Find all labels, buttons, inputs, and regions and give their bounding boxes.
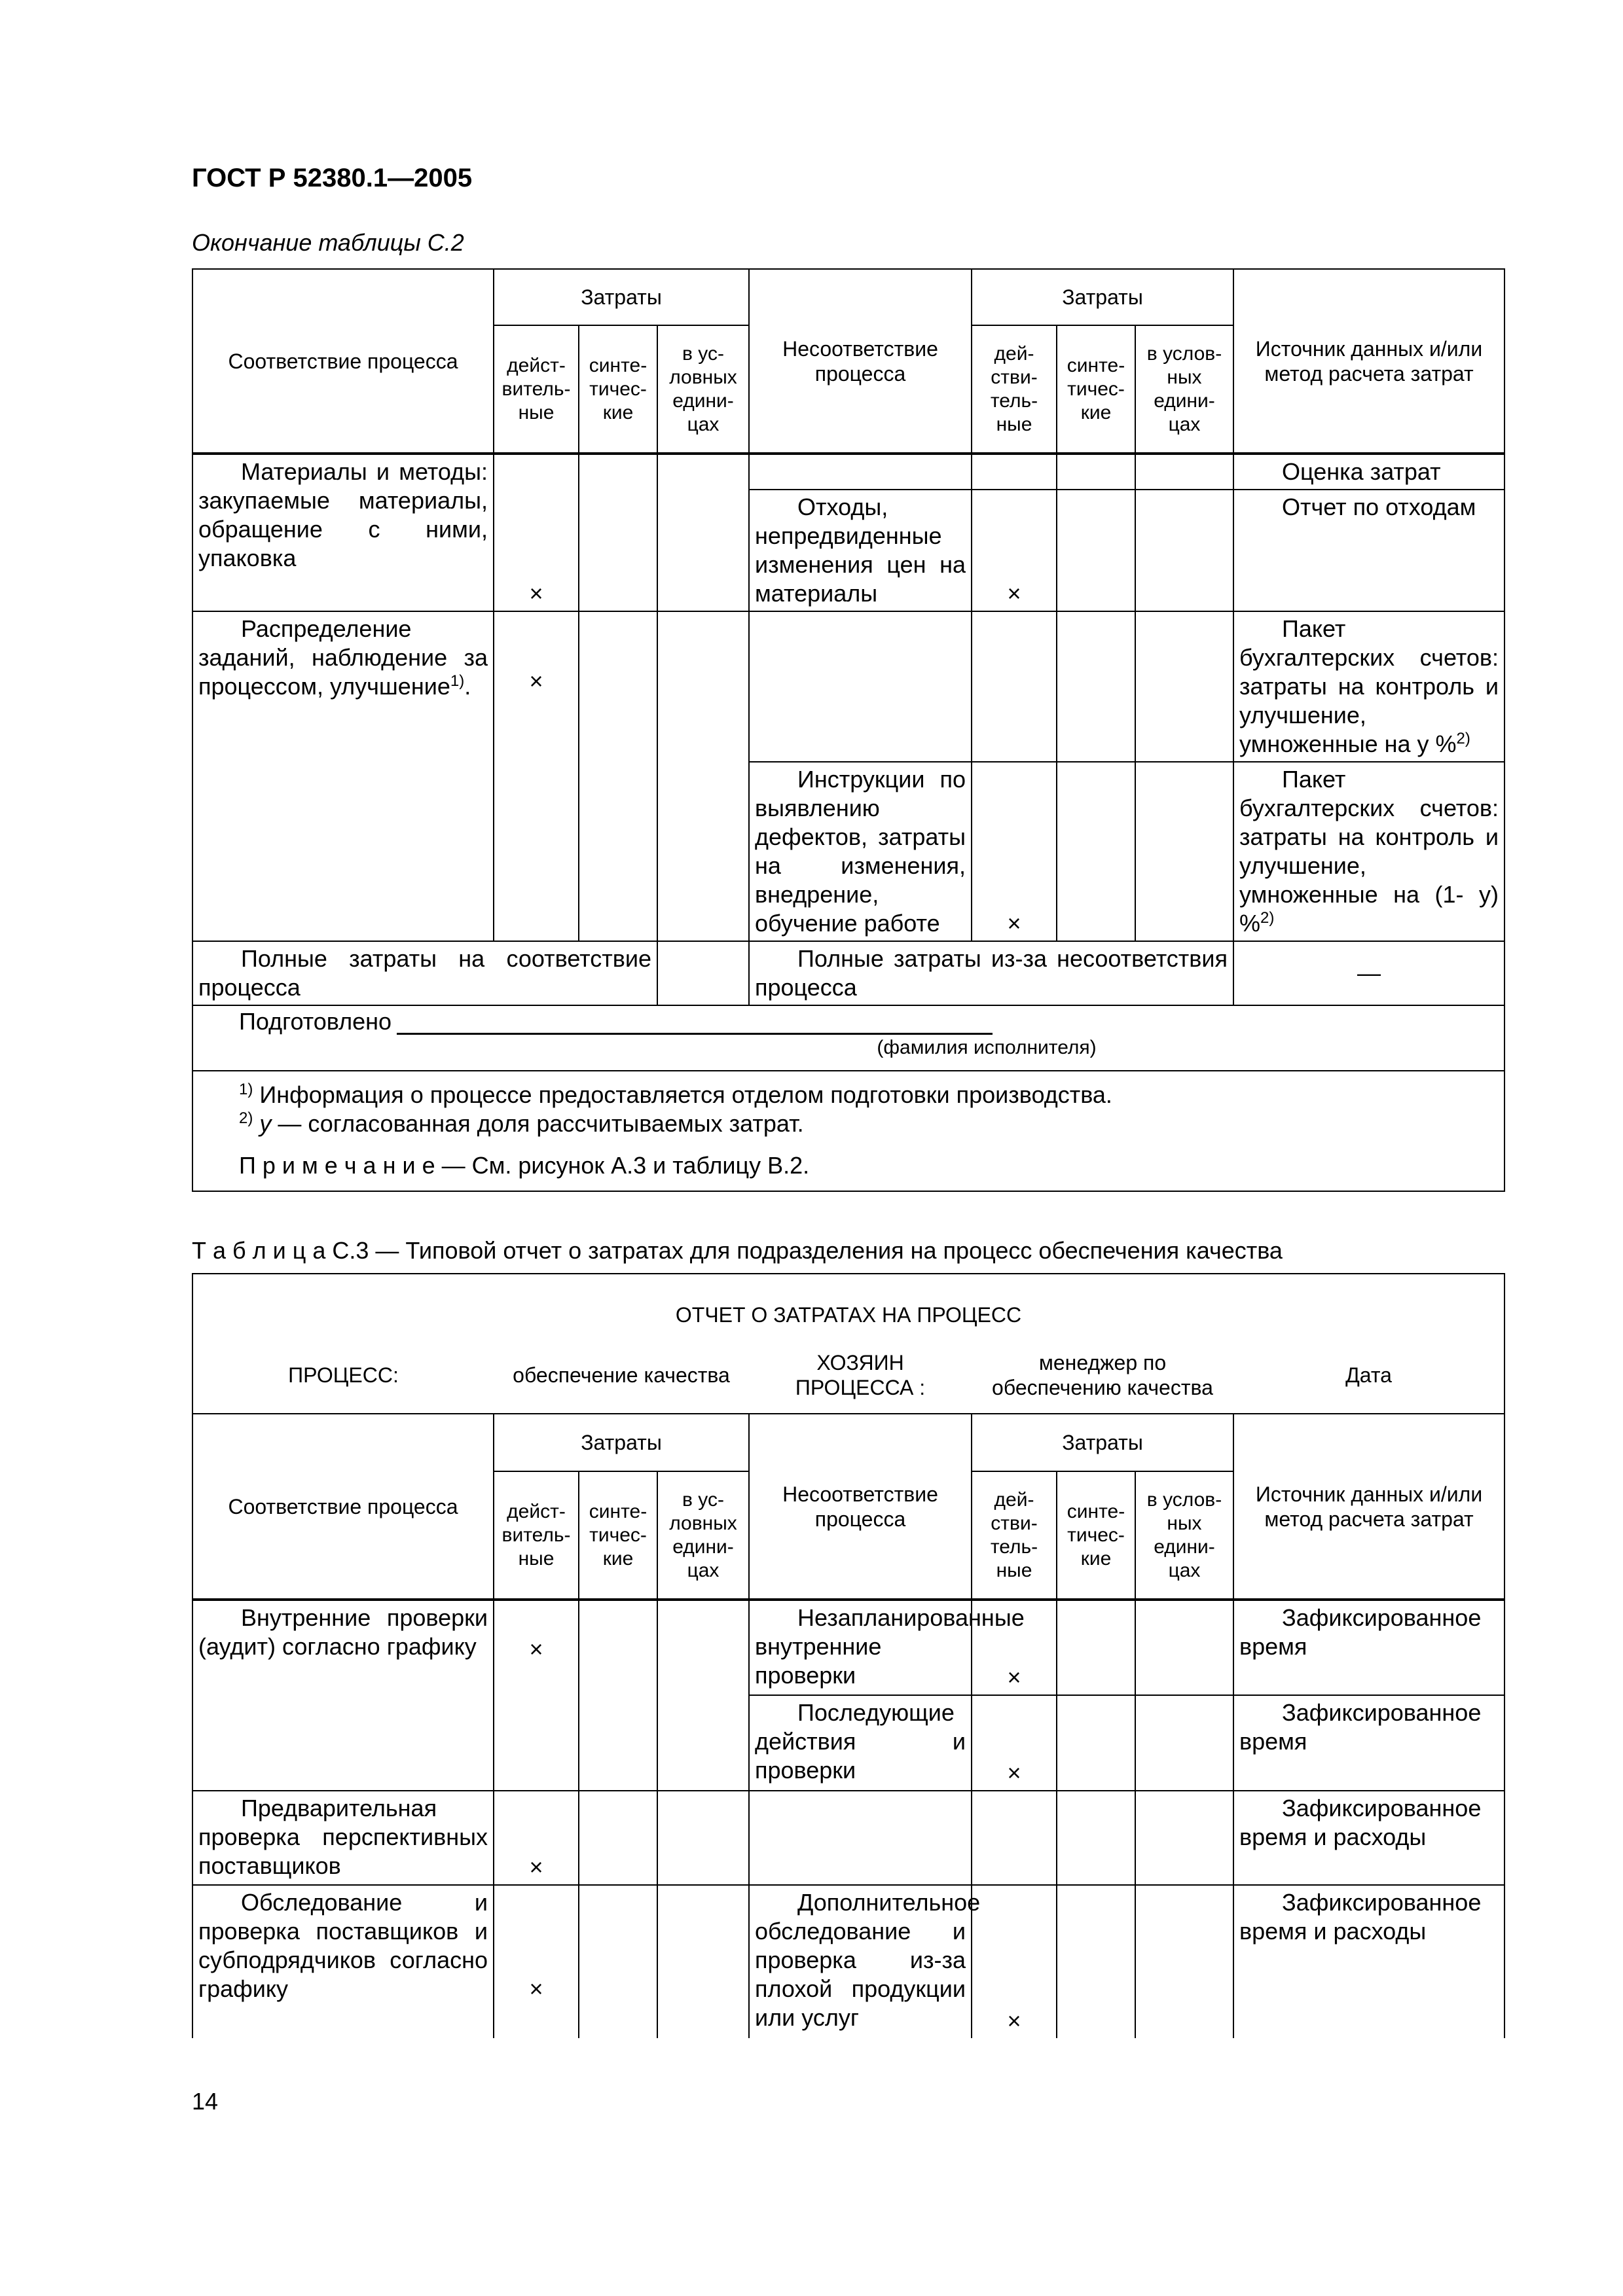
header-units: в услов- ных едини- цах xyxy=(1135,325,1233,454)
owner-value: менеджер по обеспечению качества xyxy=(972,1336,1233,1414)
footnote-ref: 2) xyxy=(1456,730,1470,747)
cell-empty xyxy=(1135,1791,1233,1885)
header-source: Источник данных и/или метод расчета затрат xyxy=(1233,269,1504,454)
footnotes xyxy=(192,1071,1504,1191)
cell-empty xyxy=(657,454,749,611)
cell-empty xyxy=(1057,1791,1135,1885)
cell-empty xyxy=(1135,1600,1233,1695)
cell-empty xyxy=(1135,611,1233,762)
cell-empty xyxy=(579,1885,657,2038)
cell-empty xyxy=(749,1791,972,1885)
footnote-ref: 1) xyxy=(450,672,465,690)
footnote-mark: 1) xyxy=(239,1081,253,1098)
prepared-label: Подготовлено xyxy=(239,1008,392,1035)
cell-source: Зафиксированное время xyxy=(1233,1695,1504,1791)
header-source: Источник данных и/или метод расчета затрат xyxy=(1233,1414,1504,1600)
header-synthetic: синте- тичес- кие xyxy=(579,325,657,454)
header-conformance: Соответствие процесса xyxy=(192,269,494,454)
table-c3 xyxy=(192,1273,1505,2038)
cell-conformance: Предварительная проверка перспективных поставщиков xyxy=(192,1791,494,1885)
signature-line xyxy=(397,1011,993,1035)
cell-mark: × xyxy=(494,611,579,941)
table-c3-caption xyxy=(192,1237,1283,1265)
cell-nonconformance: Инструкции по выявлению дефектов, затраты на изменения, внедрение, обучение работе xyxy=(749,762,972,941)
cell-conformance: Внутренние проверки (аудит) согласно графику xyxy=(192,1600,494,1791)
cell-mark: × xyxy=(972,1885,1057,2038)
cell-empty xyxy=(1135,490,1233,611)
prepared-line xyxy=(239,1009,1499,1035)
cell-empty xyxy=(1057,1695,1135,1791)
cell-empty xyxy=(1057,490,1135,611)
prepared-caption: (фамилия исполнителя) xyxy=(877,1037,1097,1058)
cell-empty xyxy=(1057,762,1135,941)
cell-empty xyxy=(1135,762,1233,941)
note xyxy=(239,1151,1499,1180)
cell-mark: × xyxy=(972,490,1057,611)
cell-nonconformance: Дополнительное обследование и проверка из-за плохой продукции или услуг xyxy=(749,1885,972,2038)
cell-text: Пакет бухгалтерских счетов: затраты на контроль и улучшение, умноженные на y % xyxy=(1239,615,1499,757)
date-label: Дата xyxy=(1233,1336,1504,1414)
footnote-ref: 2) xyxy=(1260,909,1275,927)
cell-nonconformance: Отходы, непредвиденные изменения цен на материалы xyxy=(749,490,972,611)
header-units: в услов- ных едини- цах xyxy=(1135,1471,1233,1600)
header-conformance: Соответствие процесса xyxy=(192,1414,494,1600)
cell-empty xyxy=(579,611,657,941)
cell-empty xyxy=(1057,1600,1135,1695)
footnote-2 xyxy=(239,1109,1499,1138)
cell-empty xyxy=(749,611,972,762)
header-synthetic: синте- тичес- кие xyxy=(1057,325,1135,454)
cell-empty xyxy=(1135,1885,1233,2038)
header-units: в ус- ловных едини- цах xyxy=(657,1471,749,1600)
cell-mark: × xyxy=(494,1885,579,2038)
cell-text: Пакет бухгалтерских счетов: затраты на контроль и улучшение, умноженные на (1- y) % xyxy=(1239,766,1499,937)
cell-nonconformance: Последующие действия и проверки xyxy=(749,1695,972,1791)
cell-empty xyxy=(972,1791,1057,1885)
total-nonconformance: Полные затраты из-за несоответствия процесса xyxy=(749,941,1233,1005)
header-nonconformance: Несоответствие процесса xyxy=(749,1414,972,1600)
cell-text: . xyxy=(464,673,471,700)
cell-empty xyxy=(579,454,657,611)
cell-empty xyxy=(1057,611,1135,762)
cell-source: Зафиксированное время и расходы xyxy=(1233,1791,1504,1885)
cell-mark: × xyxy=(494,454,579,611)
cell-empty xyxy=(657,1600,749,1791)
header-costs: Затраты xyxy=(972,269,1233,325)
cell-mark: × xyxy=(972,1600,1057,1695)
header-actual: дейст- витель- ные xyxy=(494,325,579,454)
cell-empty xyxy=(1135,454,1233,490)
cell-text: Распределение заданий, наблюдение за процессом, улучшение xyxy=(198,615,488,700)
note-text: — См. рисунок А.3 и таблицу В.2. xyxy=(435,1152,810,1179)
header-costs: Затраты xyxy=(494,269,749,325)
cell-mark: × xyxy=(972,762,1057,941)
header-synthetic: синте- тичес- кие xyxy=(1057,1471,1135,1600)
owner-label: ХОЗЯИН ПРОЦЕССА : xyxy=(749,1336,972,1414)
prepared-row xyxy=(192,1005,1504,1071)
cell-source: Зафиксированное время xyxy=(1233,1600,1504,1695)
total-conformance: Полные затраты на соответствие процесса xyxy=(192,941,657,1005)
cell-text: Обследование и проверка поставщиков и субподрядчиков согласно графику xyxy=(198,1889,488,2002)
cell-mark: × xyxy=(972,1695,1057,1791)
cell-empty xyxy=(579,1600,657,1791)
process-label: ПРОЦЕСС: xyxy=(192,1336,494,1414)
cell-empty xyxy=(579,1791,657,1885)
header-costs: Затраты xyxy=(494,1414,749,1471)
table-label: Т а б л и ц а xyxy=(192,1237,326,1264)
note-label: П р и м е ч а н и е xyxy=(239,1152,435,1179)
footnote-text: Информация о процессе предоставляется отделом подготовки производства. xyxy=(253,1081,1112,1108)
report-title: ОТЧЕТ О ЗАТРАТАХ НА ПРОЦЕСС xyxy=(192,1274,1504,1336)
total-dash: — xyxy=(1233,941,1504,1005)
cell-empty xyxy=(657,941,749,1005)
process-value: обеспечение качества xyxy=(494,1336,749,1414)
header-actual: дей- стви- тель- ные xyxy=(972,1471,1057,1600)
header-nonconformance: Несоответствие процесса xyxy=(749,269,972,454)
cell-empty xyxy=(1057,454,1135,490)
table-title: С.3 — Типовой отчет о затратах для подразделения на процесс обеспечения качества xyxy=(325,1237,1283,1264)
header-actual: дей- стви- тель- ные xyxy=(972,325,1057,454)
cell-empty xyxy=(749,454,972,490)
footnote-text: — согласованная доля рассчитываемых затрат. xyxy=(271,1110,804,1137)
footnote-mark: 2) xyxy=(239,1109,253,1127)
table-continuation-caption: Окончание таблицы С.2 xyxy=(192,229,464,256)
cell-empty xyxy=(657,611,749,941)
cell-empty xyxy=(657,1791,749,1885)
cell-source xyxy=(1233,611,1504,762)
header-synthetic: синте- тичес- кие xyxy=(579,1471,657,1600)
cell-nonconformance: Незапланированные внутренние проверки xyxy=(749,1600,972,1695)
cell-mark: × xyxy=(494,1791,579,1885)
cell-source: Зафиксированное время и расходы xyxy=(1233,1885,1504,2038)
footnote-variable: у xyxy=(253,1110,272,1137)
cell-empty xyxy=(657,1885,749,2038)
cell-empty xyxy=(972,454,1057,490)
cell-source: Оценка затрат xyxy=(1233,454,1504,490)
cell-conformance xyxy=(192,1885,494,2038)
cell-empty xyxy=(972,611,1057,762)
table-c2 xyxy=(192,268,1505,1192)
cell-conformance xyxy=(192,611,494,941)
cell-source xyxy=(1233,762,1504,941)
document-title: ГОСТ Р 52380.1—2005 xyxy=(192,164,473,192)
header-units: в ус- ловных едини- цах xyxy=(657,325,749,454)
cell-mark: × xyxy=(494,1600,579,1791)
footnote-1 xyxy=(239,1081,1499,1109)
cell-conformance: Материалы и методы: закупаемые материалы, обращение с ними, упаковка xyxy=(192,454,494,611)
cell-empty xyxy=(1057,1885,1135,2038)
cell-empty xyxy=(1135,1695,1233,1791)
cell-source: Отчет по отходам xyxy=(1233,490,1504,611)
header-actual: дейст- витель- ные xyxy=(494,1471,579,1600)
page-number: 14 xyxy=(192,2088,219,2115)
header-costs: Затраты xyxy=(972,1414,1233,1471)
